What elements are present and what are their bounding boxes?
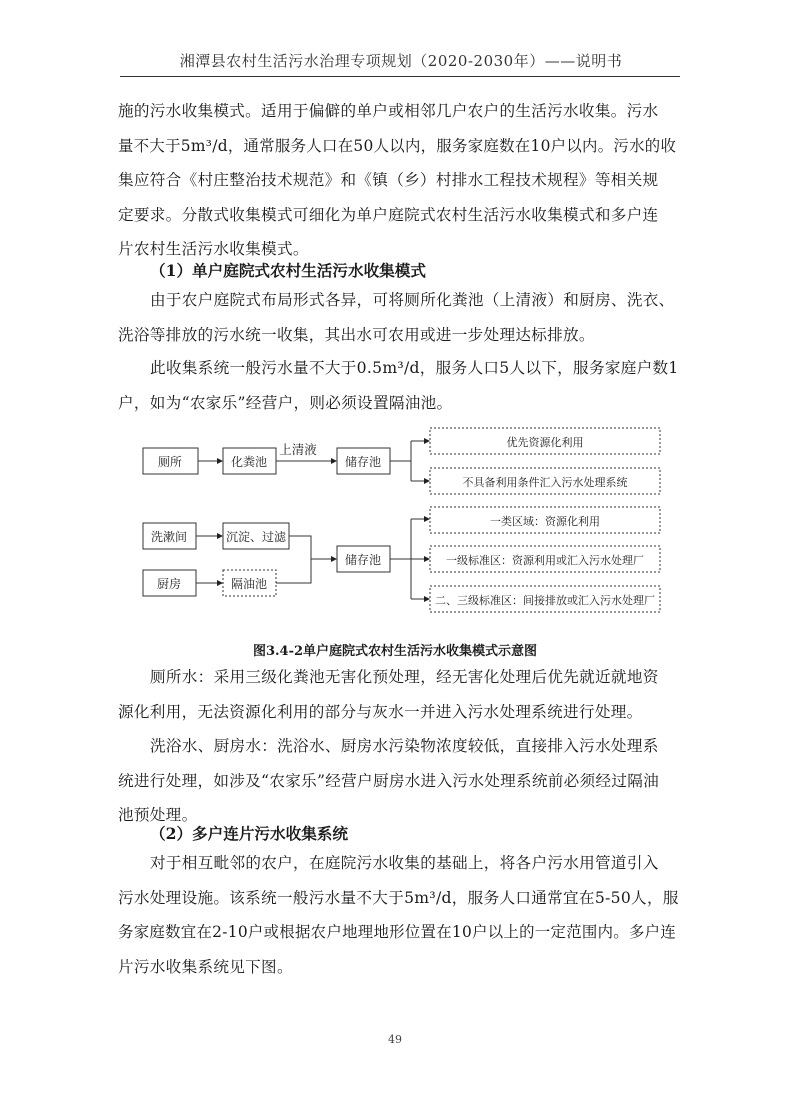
header-rule	[120, 76, 680, 77]
section-heading-1: （1）单户庭院式农村生活污水收集模式	[150, 261, 426, 280]
paragraph-collection-mode	[118, 94, 682, 267]
text-line: 务家庭数宜在2-10户或根据农户地理地形位置在10户以上的一定范围内。多户连	[118, 923, 677, 941]
paragraph-multi-household	[118, 846, 682, 984]
paragraph-bath-kitchen-water	[118, 729, 682, 833]
text-line: 污水处理设施。该系统一般污水量不大于5m³/d，服务人口通常宜在5-50人，服	[118, 888, 679, 907]
text-line: 施的污水收集模式。适用于偏僻的单户或相邻几户农户的生活污水收集。污水	[118, 102, 659, 120]
text-line: 源化利用，无法资源化利用的部分与灰水一并进入污水处理系统进行处理。	[118, 702, 643, 721]
node-label-washroom: 洗漱间	[150, 530, 188, 544]
text-line: 片污水收集系统见下图。	[118, 957, 293, 976]
text-line: 户，如为“农家乐”经营户，则必须设置隔油池。	[118, 393, 453, 412]
text-line: 对于相互毗邻的农户，在庭院污水收集的基础上，将各户污水用管道引入	[150, 854, 659, 872]
text-line: 定要求。分散式收集模式可细化为单户庭院式农村生活污水收集模式和多户连	[118, 205, 659, 224]
text-line: 此收集系统一般污水量不大于0.5m³/d，服务人口5人以下，服务家庭户数1	[150, 359, 679, 377]
text-line: 片农村生活污水收集模式。	[118, 240, 309, 258]
text-line: 集应符合《村庄整治技术规范》和《镇（乡）村排水工程技术规程》等相关规	[118, 171, 659, 189]
outcome-label-3: 一类区域：资源化利用	[490, 515, 600, 528]
node-label-toilet: 厕所	[157, 455, 183, 469]
flow-diagram	[0, 420, 790, 620]
figure-caption: 图3.4-2单户庭院式农村生活污水收集模式示意图	[252, 644, 538, 659]
section-heading-2: （2）多户连片污水收集系统	[150, 824, 348, 843]
text-line: 厕所水：采用三级化粪池无害化预处理，经无害化处理后优先就近就地资	[150, 668, 659, 686]
node-label-septic: 化粪池	[230, 455, 268, 469]
paragraph-courtyard-layout	[118, 283, 682, 352]
outcome-label-4: 一级标准区：资源利用或汇入污水处理厂	[446, 554, 644, 567]
text-line: 洗浴水、厨房水：洗浴水、厨房水污染物浓度较低，直接排入污水处理系	[150, 737, 659, 755]
text-line: 统进行处理，如涉及“农家乐”经营户厨房水进入污水处理系统前必须经过隔油	[118, 771, 660, 790]
node-label-storage-1: 储存池	[344, 455, 382, 469]
paragraph-toilet-water	[118, 660, 682, 729]
text-line: 洗浴等排放的污水统一收集，其出水可农用或进一步处理达标排放。	[118, 325, 595, 344]
running-header: 湘潭县农村生活污水治理专项规划（2020-2030年）——说明书	[179, 52, 623, 70]
text-line: 由于农户庭院式布局形式各异，可将厕所化粪池（上清液）和厨房、洗衣、	[150, 291, 675, 309]
text-line: 量不大于5m³/d，通常服务人口在50人以内，服务家庭数在10户以内。污水的收	[118, 136, 677, 155]
paragraph-capacity	[118, 351, 682, 420]
node-label-kitchen: 厨房	[156, 577, 182, 591]
edge-label-supernatant: 上清液	[279, 442, 317, 457]
outcome-label-1: 优先资源化利用	[506, 436, 584, 449]
text-line: 池预处理。	[118, 806, 198, 824]
node-label-sediment: 沉淀、过滤	[225, 530, 287, 544]
node-label-grease-trap: 隔油池	[230, 577, 268, 591]
page-number: 49	[388, 1033, 402, 1046]
outcome-label-5: 二、三级标准区：间接排放或汇入污水处理厂	[435, 594, 655, 607]
outcome-label-2: 不具备利用条件汇入污水处理系统	[462, 476, 628, 489]
node-label-storage-2: 储存池	[344, 553, 382, 567]
